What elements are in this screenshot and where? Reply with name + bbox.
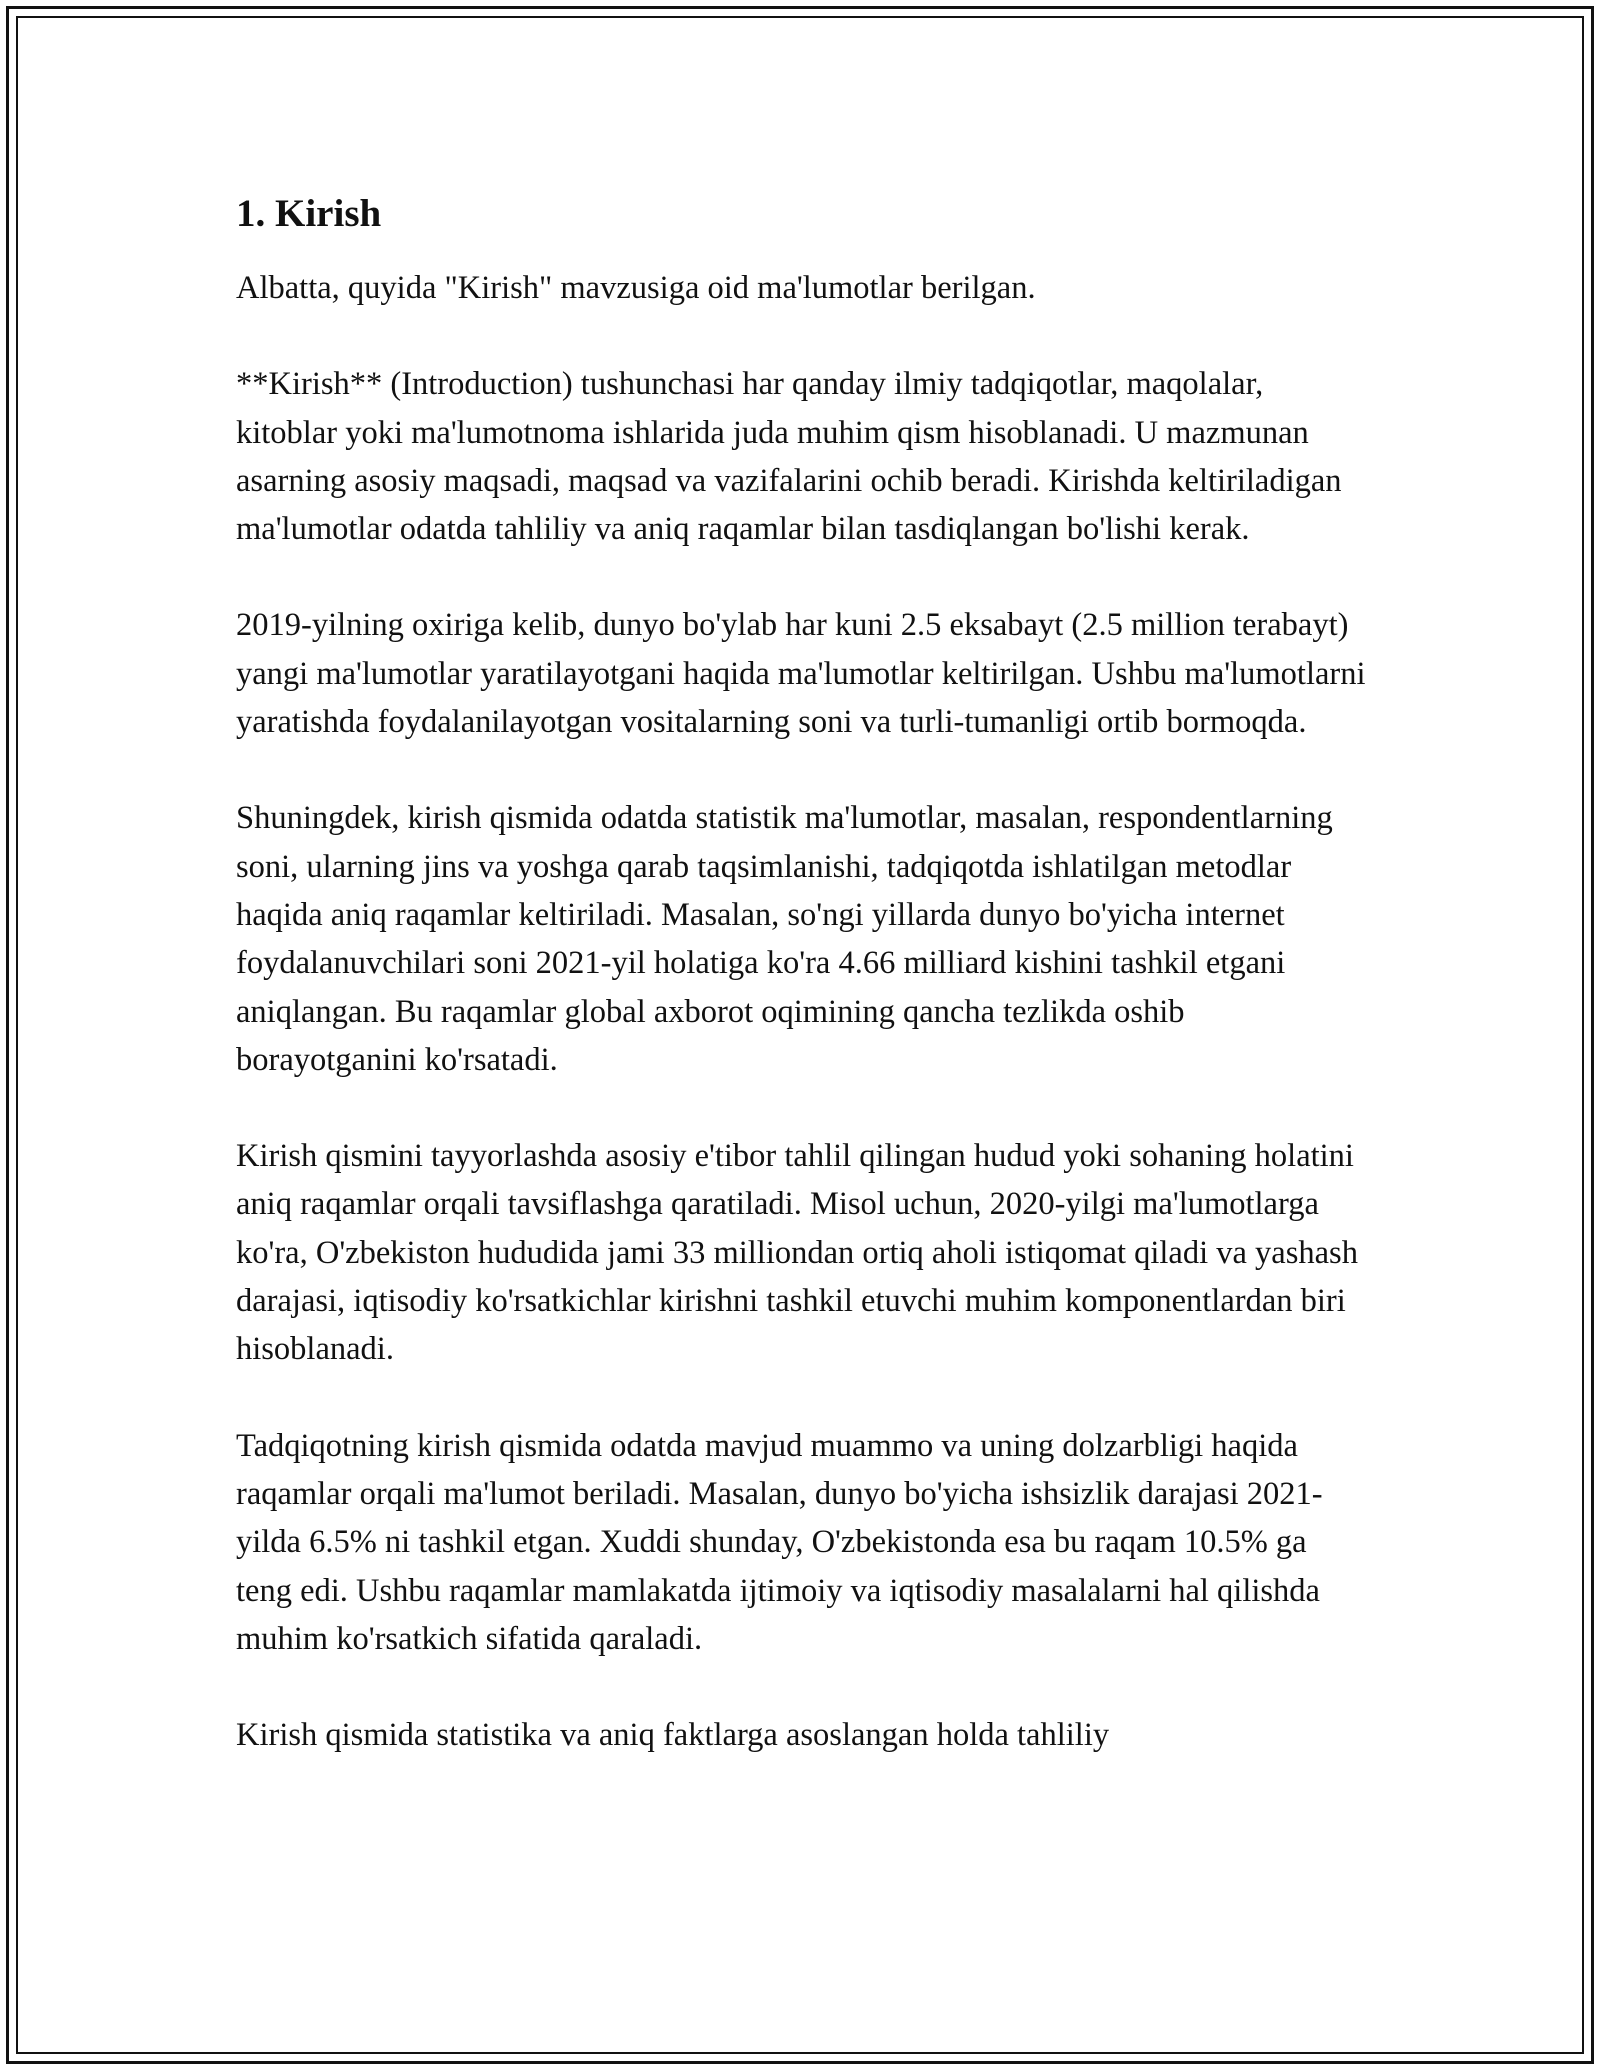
paragraph-definition: **Kirish** (Introduction) tushunchasi har qanday ilmiy tadqiqotlar, maqolalar, kitoblar yoki ma'lumotnoma ishlarida juda muhim qism hisoblanadi. U mazmunan asarning asosiy maqsadi, maqsad va vazifalarini ochib beradi. Kirishda keltiriladigan ma'lumotlar odatda tahliliy va aniq raqamlar bilan tasdiqlangan bo'lishi kerak. — [236, 366, 1342, 548]
paragraph-intro: Albatta, quyida "Kirish" mavzusiga oid ma'lumotlar berilgan. — [236, 270, 1036, 306]
section-heading: 1. Kirish — [236, 192, 382, 235]
paragraph-data-volume: 2019-yilning oxiriga kelib, dunyo bo'ylab har kuni 2.5 eksabayt (2.5 million terabayt) yangi ma'lumotlar yaratilayotgani haqida ma'lumotlar keltirilgan. Ushbu ma'lumotlarni yaratishda foydalanilayotgan vositalarning soni va turli-tumanligi ortib bormoqda. — [236, 607, 1366, 741]
paragraph-region: Kirish qismini tayyorlashda asosiy e'tibor tahlil qilingan hudud yoki sohaning holatini aniq raqamlar orqali tavsiflashga qaratiladi. Misol uchun, 2020-yilgi ma'lumotlarga ko'ra, O'zbekiston hududida jami 33 milliondan ortiq aholi istiqomat qiladi va yashash darajasi, iqtisodiy ko'rsatkichlar kirishni tashkil etuvchi muhim komponentlardan biri hisoblanadi. — [236, 1138, 1358, 1368]
paragraph-statistics: Shuningdek, kirish qismida odatda statistik ma'lumotlar, masalan, respondentlarning soni, ularning jins va yoshga qarab taqsimlanishi, tadqiqotda ishlatilgan metodlar haqida aniq raqamlar keltiriladi. Masalan, so'ngi yillarda dunyo bo'yicha internet foydalanuvchilari soni 2021-yil holatiga ko'ra 4.66 milliard kishini tashkil etgani aniqlangan. Bu raqamlar global axborot oqimining qancha tezlikda oshib borayotganini ko'rsatadi. — [236, 800, 1333, 1078]
paragraph-closing: Kirish qismida statistika va aniq faktlarga asoslangan holda tahliliy — [236, 1717, 1110, 1754]
paragraph-problem: Tadqiqotning kirish qismida odatda mavjud muammo va uning dolzarbligi haqida raqamlar orqali ma'lumot beriladi. Masalan, dunyo bo'yicha ishsizlik darajasi 2021-yilda 6.5% ni tashkil etgan. Xuddi shunday, O'zbekistonda esa bu raqam 10.5% ga teng edi. Ushbu raqamlar mamlakatda ijtimoiy va iqtisodiy masalalarni hal qilishda muhim ko'rsatkich sifatida qaraladi. — [236, 1427, 1323, 1657]
document-body — [236, 186, 1366, 1759]
